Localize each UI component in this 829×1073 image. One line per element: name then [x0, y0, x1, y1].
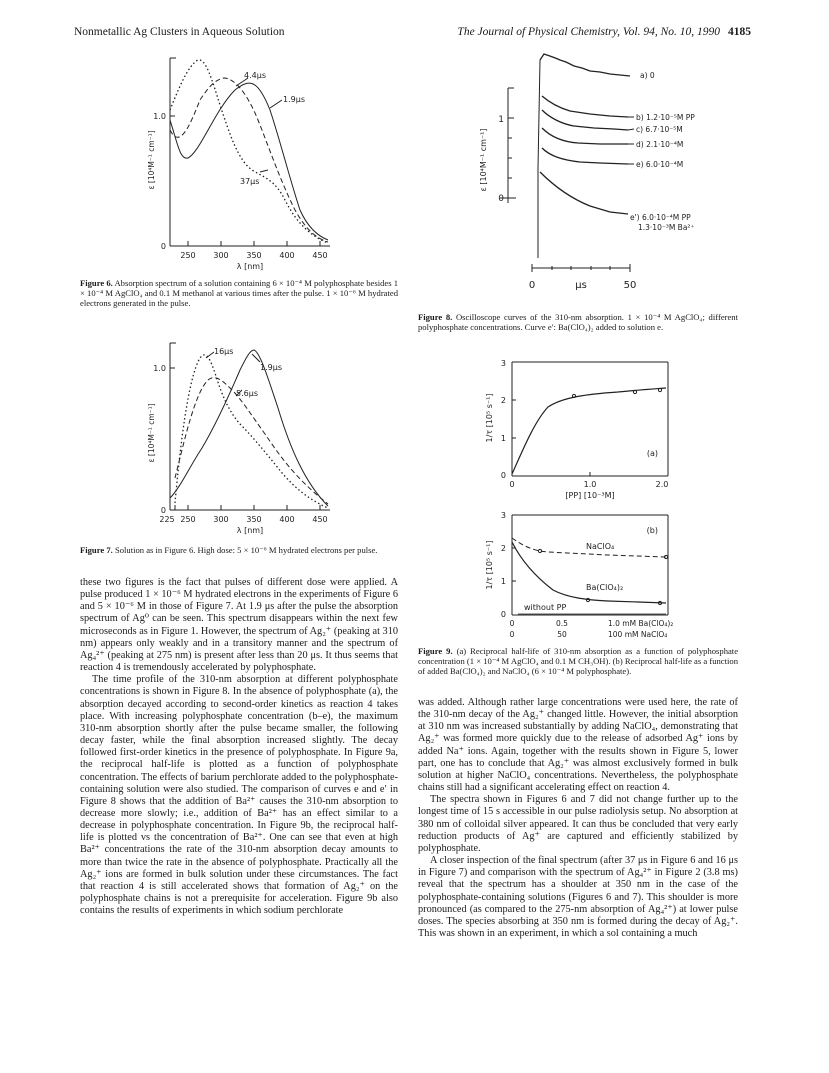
figure-6-caption: [80, 278, 398, 309]
figure-8-caption-label: Figure 8.: [418, 312, 453, 322]
figure-7: [140, 338, 370, 548]
fig7-label-1-9us: 1.9μs: [260, 363, 282, 372]
paragraph: The time profile of the 310-nm absorption at different polyphosphate concentrations is shown in Figure 8. In the absence of polyphosphate (a), the absorption decayed according to second-order kinetics as reaction 4 takes place. With increasing polyphosphate concentration (b–e), the maximum 310-nm absorption shortly after the pulse became smaller, the following decay faster, while the final absorption increased slightly. The decay followed first-order kinetics in the presence of polyphosphate. In Figure 9a, the reciprocal half-life is plotted as a function of polyphosphate concentration. The effects of barium perchlorate added to the polyphosphate-containing solution were also studied. The comparison of curves e and e′ in Figure 8 shows that the addition of Ba²⁺ causes the 310-nm absorption to decrease more slowly; i.e., addition of Ba²⁺ has an effect similar to a decrease in polyphosphate concentration. In Figure 9b, the reciprocal half-life is plotted vs the concentration of Ba²⁺. One can see that even at high Ba²⁺ concentrations the rate of the 310-nm absorption decay amounts to more than twice the rate in the absence of polyphosphate. Practically all the Ag₂⁺ ions are formed in bulk solution under these circumstances. The fact that reaction 4 is still accelerated shows that formation of Ag₂⁺ on the polyphosphate chains is not a prerequisite for acceleration. Figure 9b also contains the results of experiments in which sodium perchlorate: [80, 674, 398, 917]
fig9b-panel-label: (b): [646, 526, 658, 535]
body-text-right: [418, 697, 738, 940]
fig9b-xtick: 0.5: [556, 619, 568, 628]
fig7-label-16us: 16μs: [214, 347, 234, 356]
paragraph: The spectra shown in Figures 6 and 7 did not change further up to the longest time of 15 s accessible in our pulse radiolysis setup. No absorption at 380 nm of colloidal silver appeared. It can thus be concluded that very early reduction products of Ag⁺ are captured and efficiently stabilized by polyphosphate.: [418, 794, 738, 854]
fig9b-xtick: 0: [509, 630, 515, 639]
fig9b-ytick: 2: [500, 544, 506, 553]
fig7-xtick: 450: [312, 515, 328, 524]
fig8-curve-label: d) 2.1·10⁻⁴M: [636, 140, 684, 149]
fig9a-xtick: 1.0: [583, 480, 597, 489]
fig9b-ylabel: 1/τ [10⁵ s⁻¹]: [485, 540, 494, 590]
fig7-label-5-6us: 5.6μs: [236, 389, 258, 398]
fig6-ytick-0: 0: [160, 242, 166, 251]
fig9b-ytick: 0: [500, 610, 506, 619]
figure-9-caption-text: (a) Reciprocal half-life of 310-nm absorption as a function of polyphosphate concentration (1 × 10⁻⁴ M AgClO₄ and 0.1 M CH₃OH). (b) Reciprocal half-life as a function of added Ba(ClO₄)₂ and NaClO₄ (6 × 10⁻⁴ M polyphosphate).: [418, 646, 739, 677]
fig9a-xtick: 0: [509, 480, 515, 489]
figure-6: [140, 50, 370, 275]
fig6-xtick: 250: [180, 251, 196, 260]
fig9b-label-without-pp: without PP: [524, 603, 567, 612]
journal-citation: The Journal of Physical Chemistry, Vol. 94, No. 10, 1990: [457, 26, 720, 38]
body-text-left: [80, 577, 398, 917]
fig6-xlabel: λ [nm]: [236, 262, 264, 271]
figure-8: [470, 48, 710, 310]
running-header-right: [457, 26, 751, 38]
fig6-xtick: 400: [279, 251, 295, 260]
figure-9-caption-label: Figure 9.: [418, 646, 453, 656]
fig9a-ylabel: 1/τ [10⁵ s⁻¹]: [485, 393, 494, 443]
fig7-xlabel: λ [nm]: [236, 526, 264, 535]
fig8-curve-label: e') 6.0·10⁻⁴M PP: [630, 213, 691, 222]
fig8-curve-label: c) 6.7·10⁻⁵M: [636, 125, 683, 134]
figure-6-caption-text: Absorption spectrum of a solution containing 6 × 10⁻⁴ M polyphosphate besides 1 × 10⁻⁴ M AgClO₄ and 0.1 M methanol at various times after the pulse. 1 × 10⁻⁶ M hydrated electrons generated in the pulse.: [80, 278, 398, 309]
fig6-label-4-4us: 4.4μs: [244, 71, 266, 80]
fig6-xtick: 350: [246, 251, 262, 260]
fig8-curve-label: 1.3·10⁻³M Ba²⁺: [638, 223, 695, 232]
fig7-ytick-1: 1.0: [153, 364, 166, 373]
fig8-xunit: μs: [575, 280, 587, 291]
fig8-ytick-1: 1: [498, 115, 504, 125]
fig9b-ytick: 3: [500, 511, 506, 520]
fig9a-ytick: 2: [500, 396, 506, 405]
fig7-ylabel: ε [10⁴M⁻¹ cm⁻¹]: [147, 403, 156, 463]
fig9b-xtick: 1.0 mM Ba(ClO₄)₂: [608, 619, 674, 628]
fig6-label-1-9us: 1.9μs: [283, 95, 305, 104]
fig6-ylabel: ε [10⁴M⁻¹ cm⁻¹]: [147, 130, 156, 190]
fig9a-xtick: 2.0: [655, 480, 669, 489]
fig7-xtick: 250: [180, 515, 196, 524]
fig7-xtick: 225: [159, 515, 175, 524]
fig6-ytick-1: 1.0: [153, 112, 166, 121]
fig8-xtick-0: 0: [528, 280, 536, 291]
fig9b-label-baclo42: Ba(ClO₄)₂: [586, 583, 624, 592]
figure-7-caption: [80, 545, 398, 555]
figure-8-caption-text: Oscilloscope curves of the 310-nm absorption. 1 × 10⁻⁴ M AgClO₄; different polyphosphate concentrations. Curve e′: Ba(ClO₄)₂ added to solution e.: [418, 312, 738, 333]
fig6-label-37us: 37μs: [240, 177, 260, 186]
fig9a-ytick: 1: [500, 434, 506, 443]
fig8-xtick-50: 50: [623, 280, 637, 291]
fig8-curve-label: a) 0: [640, 71, 655, 80]
fig9b-ytick: 1: [500, 577, 506, 586]
fig9b-xtick: 100 mM NaClO₄: [608, 630, 668, 639]
fig9b-xtick: 50: [557, 630, 567, 639]
page-number: 4185: [728, 26, 751, 38]
figure-7-caption-text: Solution as in Figure 6. High dose: 5 × 10⁻⁶ M hydrated electrons per pulse.: [114, 545, 378, 555]
fig6-xtick: 450: [312, 251, 328, 260]
fig8-curve-label: e) 6.0·10⁻⁴M: [636, 160, 684, 169]
figure-6-caption-label: Figure 6.: [80, 278, 113, 288]
fig9b-label-naclo4: NaClO₄: [586, 542, 615, 551]
fig8-ylabel: ε [10⁴M⁻¹ cm⁻¹]: [479, 128, 488, 192]
paragraph: these two figures is the fact that pulses of different dose were applied. A pulse produced 1 × 10⁻⁶ M hydrated electrons in the experiments of Figure 6 and 5 × 10⁻⁶ M in those of Figure 7. At 1.9 μs after the pulse the absorption spectrum of Ag⁰ can be seen. This spectrum disappears within the next few microseconds as in Figure 1. However, the spectrum of Ag₂⁺ (peaking at 310 nm) appears only weakly and in a transitory manner and the spectrum of Ag₄²⁺ (peaking at 275 nm) is present after less than 20 μs. It thus seems that reaction 4 is tremendously accelerated by polyphosphate.: [80, 577, 398, 674]
running-header-left: Nonmetallic Ag Clusters in Aqueous Solution: [74, 26, 285, 38]
figure-7-caption-label: Figure 7.: [80, 545, 113, 555]
fig8-ytick-0: 0: [498, 194, 504, 204]
fig9a-ytick: 0: [500, 471, 506, 480]
paragraph: A closer inspection of the final spectrum (after 37 μs in Figure 6 and 16 μs in Figure 7) and comparison with the spectrum of Ag₄²⁺ in Figure 2 (3.8 ms) reveal that the spectrum has a shoulder at 350 nm in the case of the polyphosphate-containing solutions (Figures 6 and 7). This shoulder is more pronounced (as compared to the 275-nm absorption of Ag₄²⁺) at lower pulse doses. The species absorbing at 350 nm is formed during the decay of Ag₂⁺. This was shown in an experiment, in which a sol containing a much: [418, 855, 738, 939]
fig8-curve-label: b) 1.2·10⁻⁵M PP: [636, 113, 695, 122]
fig7-xtick: 400: [279, 515, 295, 524]
figure-9: [478, 352, 708, 647]
fig9a-panel-label: (a): [646, 449, 658, 458]
fig7-ytick-0: 0: [160, 506, 166, 515]
fig9b-xtick: 0: [509, 619, 515, 628]
figure-9-caption: [418, 646, 738, 677]
figure-8-caption: [418, 312, 738, 332]
fig6-xtick: 300: [213, 251, 229, 260]
fig9a-ytick: 3: [500, 359, 506, 368]
fig7-xtick: 300: [213, 515, 229, 524]
fig7-xtick: 350: [246, 515, 262, 524]
fig9a-xlabel: [PP] [10⁻³M]: [565, 491, 615, 500]
paragraph: was added. Although rather large concentrations were used here, the rate of the 310-nm decay of the Ag₂⁺ changed little. However, the initial absorption at 310 nm was increased substantially by adding NaClO₄, demonstrating that Ag₂⁺ was formed more quickly due to the release of adsorbed Ag⁺ ions by added Na⁺ ions. Again, together with the results shown in Figure 5, lower part, one has to conclude that Ag₂⁺ was almost exclusively formed in bulk solution at higher NaClO₄ concentrations. Nevertheless, the polyphosphate chains still had a significant accelerating effect on reaction 4.: [418, 697, 738, 794]
